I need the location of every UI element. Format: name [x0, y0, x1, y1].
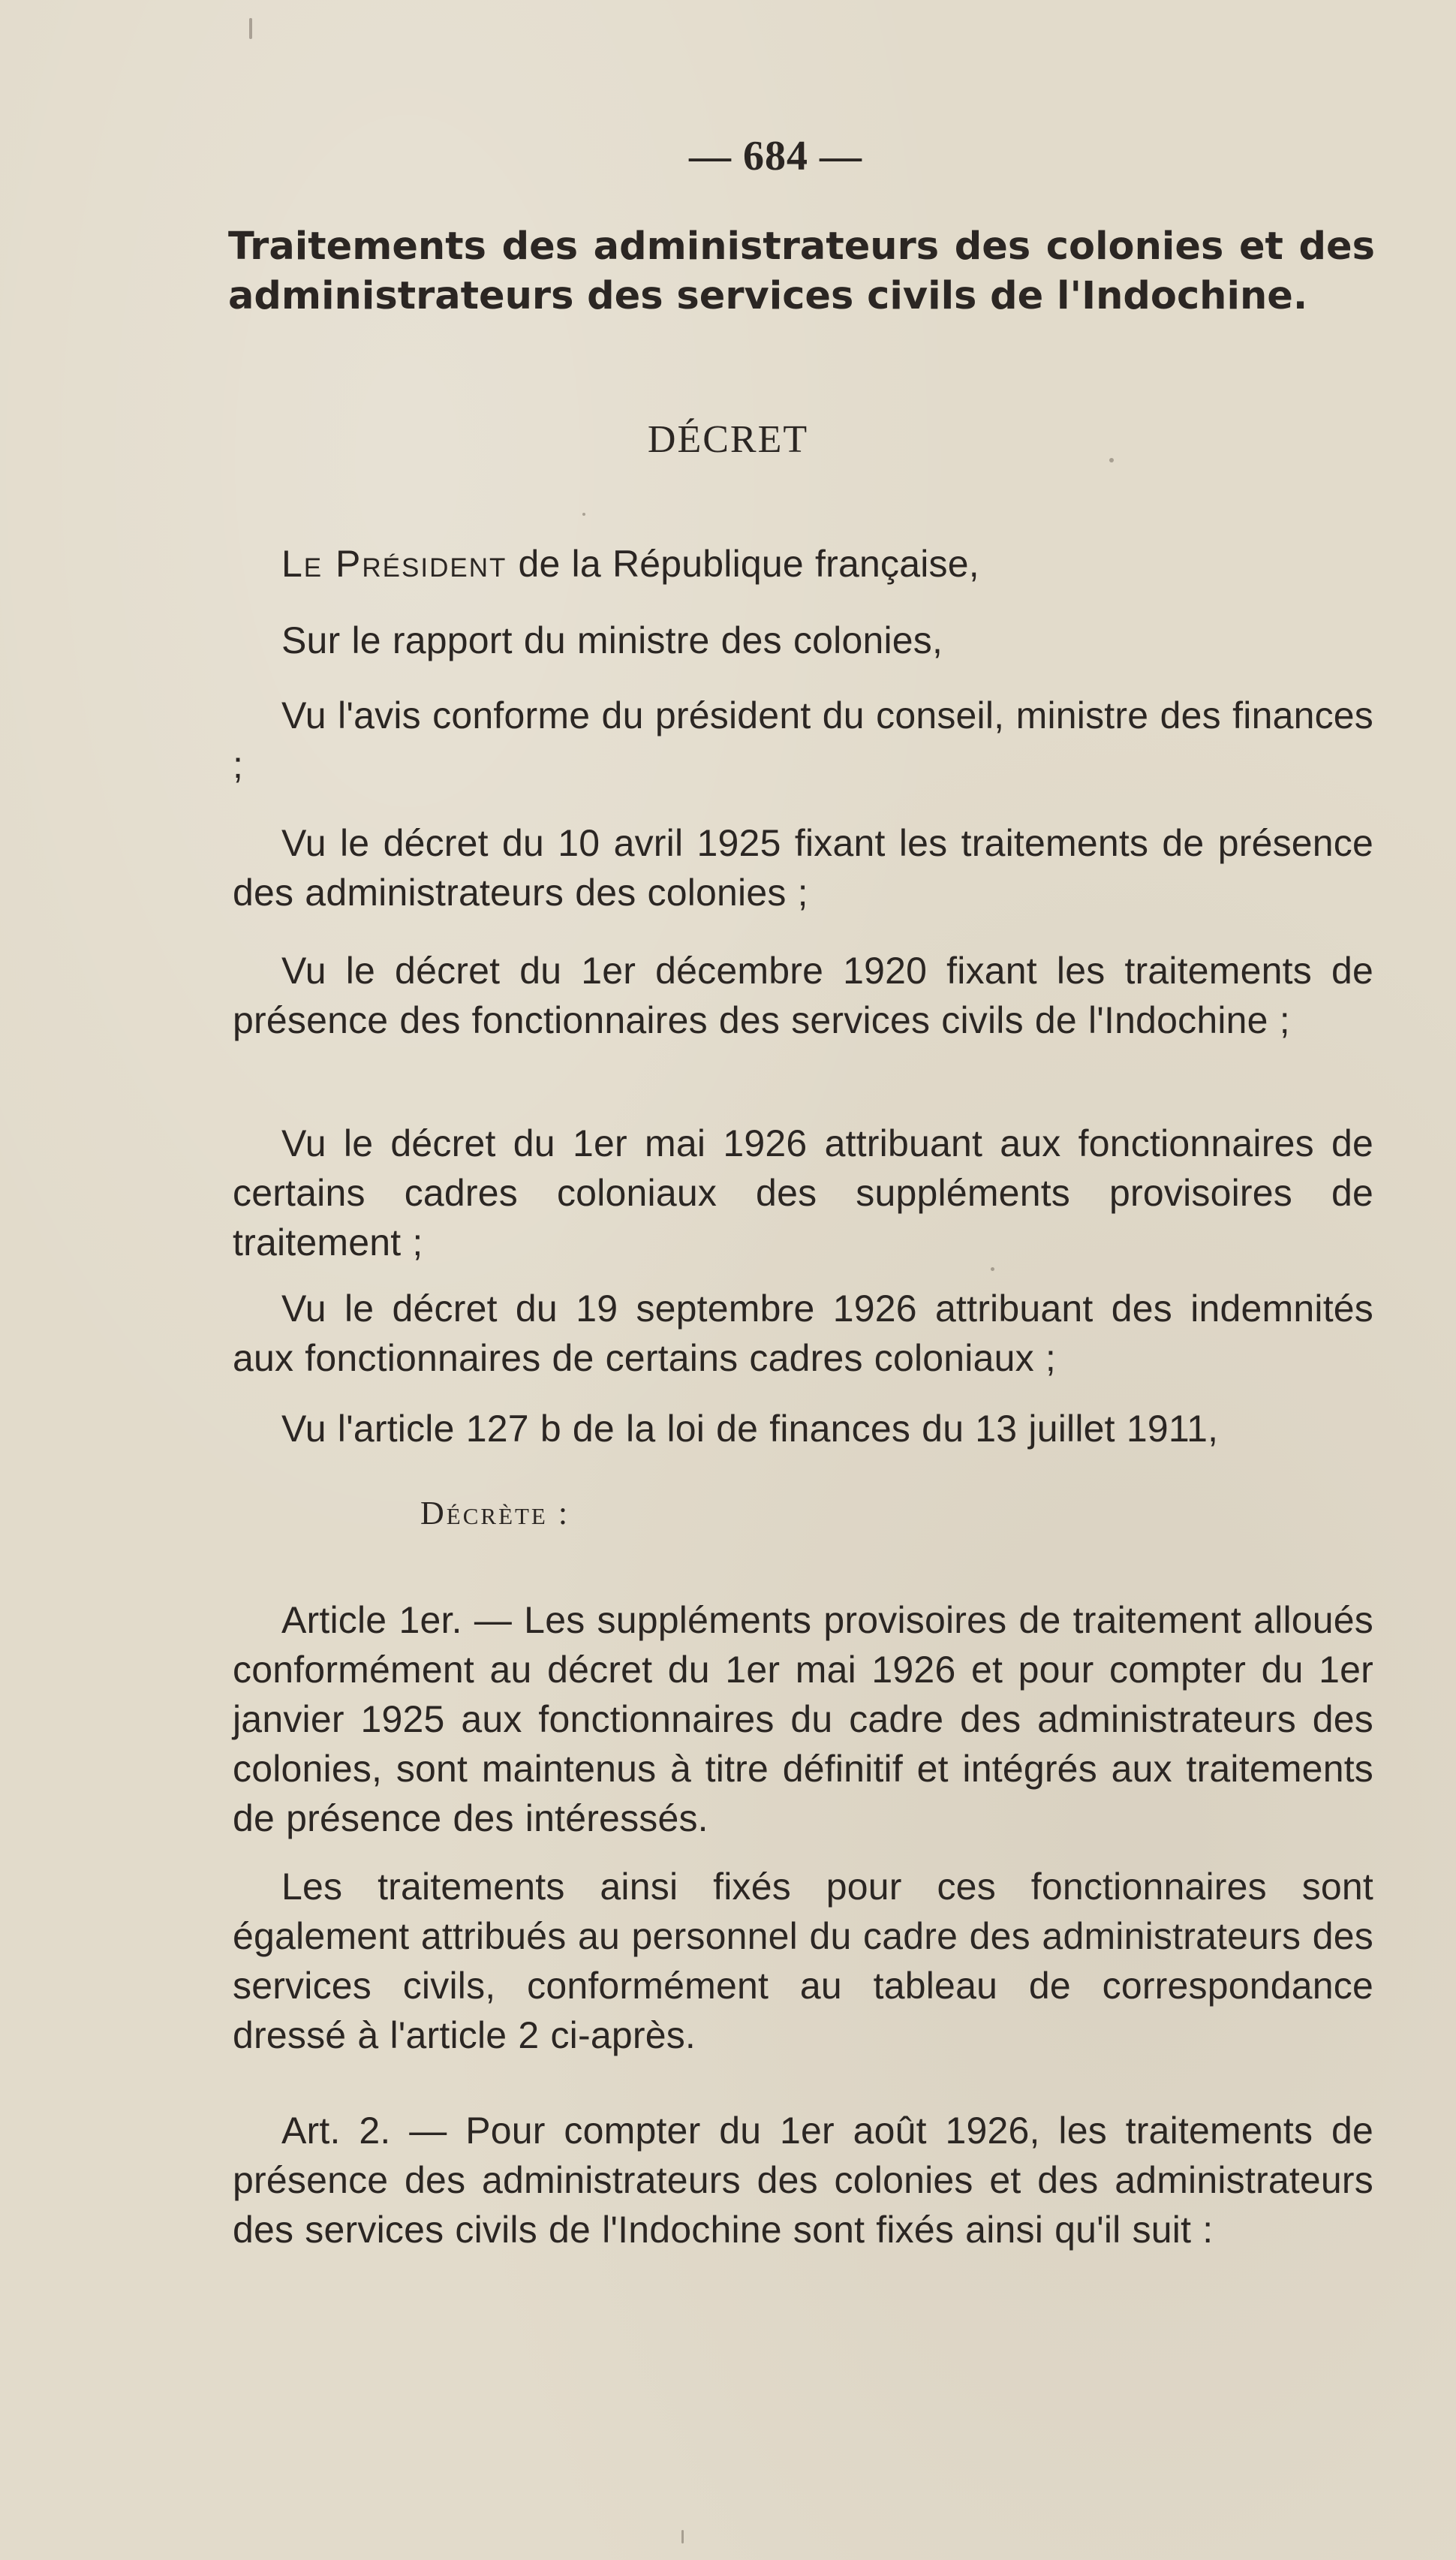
- article-2: [233, 2106, 1373, 2254]
- visa-article-127: Vu l'article 127 b de la loi de finances du 13 juillet 1911,: [281, 1408, 1219, 1450]
- article-1: [233, 1595, 1373, 1843]
- decree-heading: Décrète :: [420, 1495, 570, 1531]
- article-2-text: Pour compter du 1er août 1926, les traitements de présence des administrateurs des colonies et des administrateurs des services civils de l'Indochine sont fixés ainsi qu'il suit :: [233, 2110, 1373, 2251]
- page-number: — 684 —: [689, 133, 862, 179]
- preamble-report: Sur le rapport du ministre des colonies,: [281, 619, 943, 661]
- president-label: Le Président: [281, 543, 507, 585]
- article-1-continuation-text: Les traitements ainsi fixés pour ces fonctionnaires sont également attribués au personnel du cadre des administrateurs des services civils, conformément au tableau de correspondance dressé à l'article 2 ci-après.: [233, 1866, 1373, 2056]
- paper-mark: [681, 2530, 684, 2543]
- visa-decret-1925: Vu le décret du 10 avril 1925 fixant les traitements de présence des administrateurs des colonies ;: [233, 822, 1373, 914]
- visa-decret-mai-1926: Vu le décret du 1er mai 1926 attribuant aux fonctionnaires de certains cadres coloniaux des suppléments provisoires de traitement ;: [233, 1122, 1373, 1263]
- preamble-president: [233, 539, 1373, 589]
- document-title: Traitements des administrateurs des colonies et des administrateurs des services civils de l'Indochine.: [228, 224, 1375, 318]
- paper-mark: [582, 513, 585, 516]
- president-text: de la République française,: [507, 543, 979, 585]
- article-2-label: Art. 2. —: [281, 2110, 447, 2152]
- article-1-continuation: [233, 1862, 1373, 2060]
- visa-finance: Vu l'avis conforme du président du conseil, ministre des finances ;: [233, 694, 1373, 786]
- visa-decret-septembre-1926: Vu le décret du 19 septembre 1926 attribuant des indemnités aux fonctionnaires de certains cadres coloniaux ;: [233, 1288, 1373, 1379]
- paper-mark: [249, 18, 252, 39]
- decret-heading: DÉCRET: [647, 418, 809, 461]
- article-1-text: Les suppléments provisoires de traitement alloués conformément au décret du 1er mai 1926 et pour compter du 1er janvier 1925 aux fonctionnaires du cadre des administrateurs des colonies, sont maintenus à titre définitif et intégrés aux traitements de présence des intéressés.: [233, 1599, 1373, 1839]
- visa-decret-1920: Vu le décret du 1er décembre 1920 fixant les traitements de présence des fonctionnaires des services civils de l'Indochine ;: [233, 950, 1373, 1041]
- article-1-label: Article 1er. —: [281, 1599, 513, 1641]
- paper-mark: [991, 1267, 994, 1271]
